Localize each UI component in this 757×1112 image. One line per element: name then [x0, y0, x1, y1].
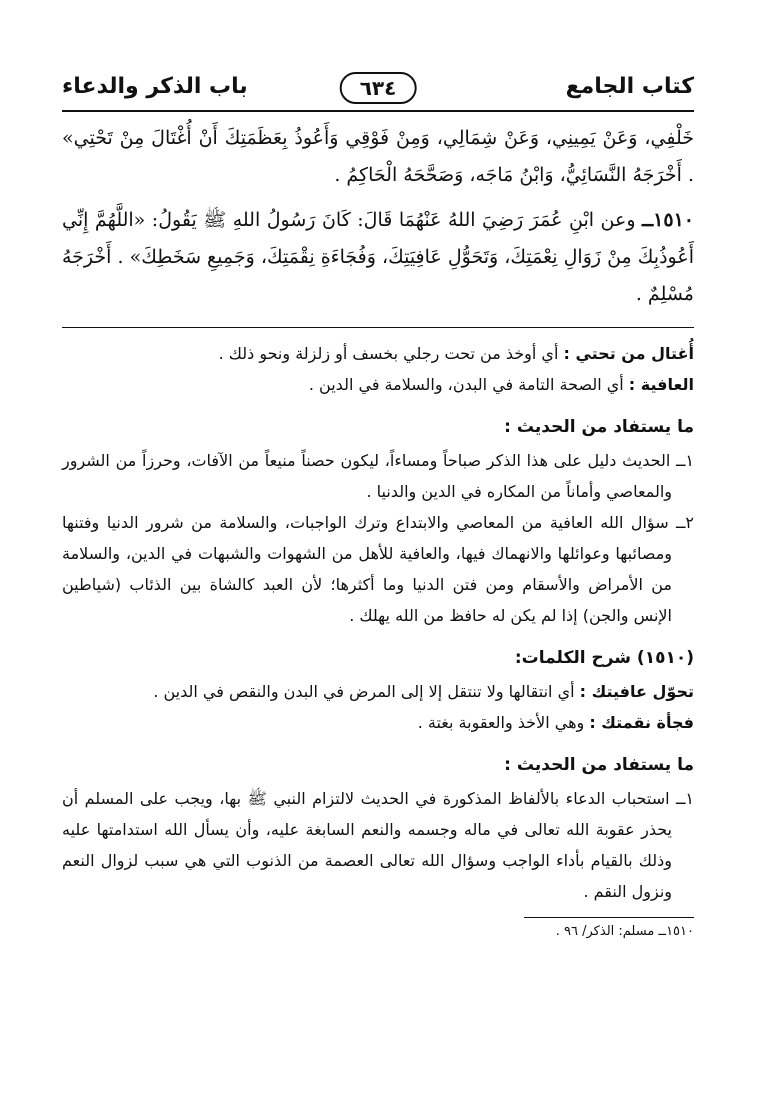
definition-term: أُغتال من تحتي : [563, 344, 694, 363]
section-heading: (١٥١٠) شرح الكلمات: [514, 648, 694, 668]
definition-text: أي الصحة التامة في البدن، والسلامة في الدين . [308, 375, 629, 394]
definition-line [62, 338, 694, 369]
definition-term: العافية : [628, 375, 694, 394]
definition-text: أي أوخذ من تحت رجلي بخسف أو زلزلة ونحو ذلك . [218, 344, 564, 363]
section-heading: ما يستفاد من الحديث : [504, 755, 694, 775]
definition-term: تحوّل عافيتك : [579, 682, 694, 701]
definition-line [62, 676, 694, 707]
footnote: ١٥١٠ــ مسلم: الذكر/ ٩٦ . [555, 924, 694, 939]
hadith-text [62, 120, 694, 313]
definition-line [62, 707, 694, 738]
book-title: كتاب الجامع [565, 74, 694, 99]
benefit-item: ١ــ استحباب الدعاء بالألفاظ المذكورة في الحديث لالتزام النبي ﷺ بها، ويجب على المسلم أن يحذر عقوبة الله تعالى في ماله وجسمه والنعم السابغة عليه، وأن يسأل الله استدامتها عليه وذلك بالقيام بأداء الواجب وسؤال الله تعالى العصمة من الذنوب التي هي سبب لزوال النعم ونزول النقم . [62, 789, 694, 901]
section-heading: ما يستفاد من الحديث : [504, 417, 694, 437]
section-divider [62, 327, 694, 328]
benefit-item: ١ــ الحديث دليل على هذا الذكر صباحاً ومساءاً، ليكون حصناً منيعاً من الآفات، وحرزاً من الشرور والمعاصي وأماناً من المكاره في الدين والدنيا . [62, 451, 694, 501]
benefit-item: ٢ــ سؤال الله العافية من المعاصي والابتداع وترك الواجبات، والسلامة من شرور الدنيا وفتنها ومصائبها وعوائلها والانهماك فيها، والعافية للأهل من الشهوات والشبهات في الدين، والسلامة من الأمراض والأسقام ومن فتن الدنيا وما أكثرها؛ لأن العبد كالشاة بين الذئاب (شياطين الإنس والجن) إذا لم يكن له حافظ من الله يهلك . [62, 513, 694, 625]
definition-term: فجأة نقمتك : [589, 713, 694, 732]
hadith-body: وعن ابْنِ عُمَرَ رَضِيَ اللهُ عَنْهُمَا قَالَ: كَانَ رَسُولُ اللهِ ﷺ يَقُولُ: «اللَّهُمَّ إِنِّي أَعُوذُبِكَ مِنْ زَوَالِ نِعْمَتِكَ، وَتَحَوُّلِ عَافِيَتِكَ، وَفُجَاءَةِ نِقْمَتِكَ، وَجَمِيعِ سَخَطِكَ» . أَخْرَجَهُ مُسْلِمٌ . [62, 209, 694, 305]
page-header [62, 70, 694, 112]
hadith-paragraph-1: خَلْفِي، وَعَنْ يَمِينِي، وَعَنْ شِمَالِي، وَمِنْ فَوْقِي وَأَعُوذُ بِعَظَمَتِكَ أَنْ أُغْتَالَ مِنْ تَحْتِي» . أَخْرَجَهُ النَّسَائِيُّ، وَابْنُ مَاجَه، وَصَحَّحَهُ الْحَاكِمُ . [62, 127, 694, 186]
footnote-divider [524, 917, 694, 918]
definition-text: وهي الأخذ والعقوبة بغتة . [417, 713, 590, 732]
page-number: ٦٣٤ [340, 72, 417, 104]
definition-line [62, 369, 694, 400]
hadith-paragraph-2 [62, 202, 694, 313]
definition-text: أي انتقالها ولا تنتقل إلا إلى المرض في البدن والنقص في الدين . [153, 682, 580, 701]
hadith-number: ١٥١٠ــ [642, 209, 694, 231]
commentary [62, 338, 694, 907]
chapter-title: باب الذكر والدعاء [62, 74, 248, 99]
book-page [62, 70, 694, 944]
